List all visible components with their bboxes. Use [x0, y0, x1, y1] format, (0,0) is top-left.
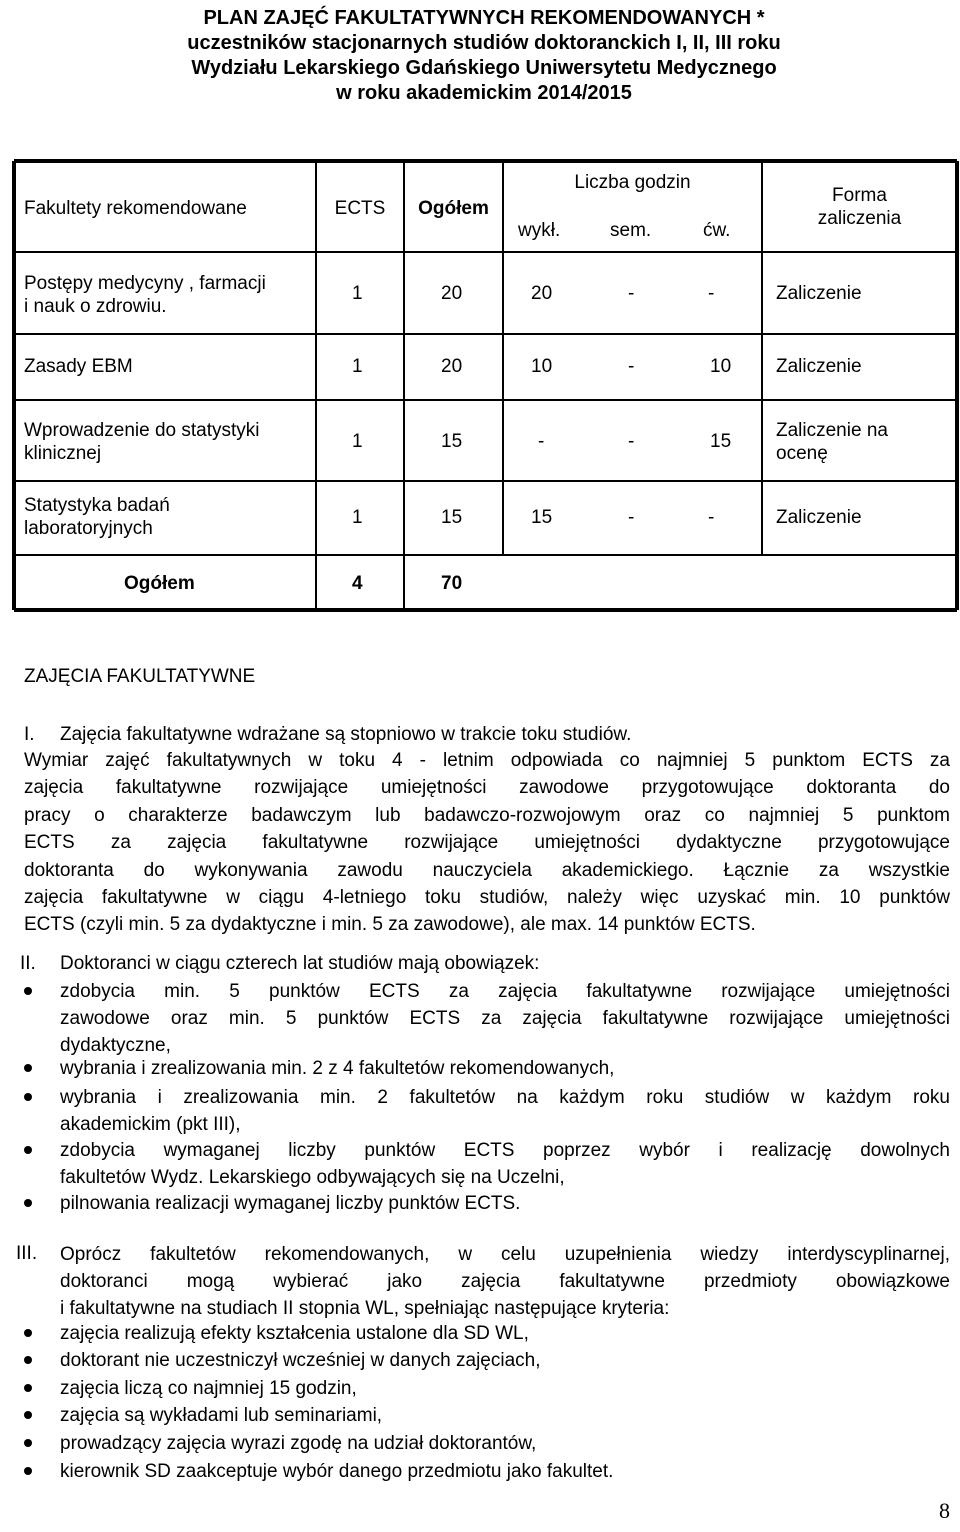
section-3-paragraph [60, 1241, 950, 1322]
list-item-line: zajęcia realizują efekty kształcenia ustalone dla SD WL, [60, 1323, 529, 1344]
header-lecture: wykł. [518, 220, 561, 241]
table-row-3-ects: 1 [352, 431, 363, 452]
bullet-icon [24, 1356, 32, 1364]
list-item [60, 978, 950, 1059]
course-name-line: i nauk o zdrowiu. [24, 296, 167, 317]
paragraph-line: pracy o charakterze badawczym lub badawczo-rozwojowym oraz co najmniej 5 punktom [24, 804, 950, 826]
list-item [60, 1084, 950, 1138]
table-row-3-seminar: - [628, 431, 635, 452]
table-row-4-name [24, 494, 170, 540]
table-row-2-seminar: - [628, 356, 635, 377]
title-line: Wydziału Lekarskiego Gdańskiego Uniwersytetu Medycznego [191, 57, 777, 79]
paragraph-line: Oprócz fakultetów rekomendowanych, w celu uzupełnienia wiedzy interdyscyplinarnej, [60, 1244, 950, 1265]
bullet-icon [24, 1467, 32, 1475]
header-seminar: sem. [610, 220, 652, 241]
title-line: PLAN ZAJĘĆ FAKULTATYWNYCH REKOMENDOWANYCH * [203, 7, 765, 29]
bullet-icon [24, 1146, 32, 1154]
bullet-icon [24, 1329, 32, 1337]
list-item [60, 1190, 950, 1217]
section-3-number: III. [16, 1243, 38, 1264]
table-row-2-lecture: 10 [531, 356, 553, 377]
section-2-heading: Doktoranci w ciągu czterech lat studiów mają obowiązek: [60, 953, 540, 974]
paragraph-line: zajęcia fakultatywne w ciągu 4-letniego toku studiów, należy więc uzyskać min. 10 punktów [24, 887, 950, 909]
table-row-2-ects: 1 [352, 356, 363, 377]
paragraph-line: ECTS za zajęcia fakultatywne rozwijające umiejętności dydaktyczne przygotowujące [24, 832, 950, 854]
list-item-line: akademickim (pkt III), [60, 1114, 241, 1135]
form-line: ocenę [776, 443, 828, 464]
header-form-line: zaliczenia [817, 208, 902, 229]
list-item [60, 1347, 950, 1374]
paragraph-line: Wymiar zajęć fakultatywnych w toku 4 - letnim odpowiada co najmniej 5 punktom ECTS za [24, 750, 950, 771]
table-row-4-seminar: - [628, 507, 635, 528]
header-hours-group: Liczba godzin [574, 172, 691, 193]
list-item-line: dydaktyczne, [60, 1035, 171, 1056]
table-row-1-lecture: 20 [531, 283, 553, 304]
table-row-3-name [24, 419, 260, 465]
course-name-line: laboratoryjnych [24, 518, 153, 539]
list-item-line: zdobycia wymaganej liczby punktów ECTS poprzez wybór i realizację dowolnych [60, 1140, 950, 1161]
table-row-2-total: 20 [441, 356, 463, 377]
table-row-4-lecture: 15 [531, 507, 553, 528]
table-row-4-ects: 1 [352, 507, 363, 528]
list-item-line: wybrania i zrealizowania min. 2 fakultetów na każdym roku studiów w każdym roku [60, 1087, 950, 1108]
list-item [60, 1458, 950, 1485]
table-row-3-exercise: 15 [710, 431, 732, 452]
header-ects: ECTS [334, 198, 386, 219]
list-item [60, 1375, 950, 1402]
bullet-icon [24, 987, 32, 995]
section-1-first-line: Zajęcia fakultatywne wdrażane są stopniowo w trakcie toku studiów. [60, 724, 632, 745]
header-form-line: Forma [832, 185, 887, 206]
header-total: Ogółem [418, 198, 489, 219]
header-exercise: ćw. [703, 220, 731, 241]
bullet-icon [24, 1093, 32, 1101]
table-row-1-total: 20 [441, 283, 463, 304]
table-row-3-form [776, 419, 888, 465]
section-1-number: I. [24, 724, 35, 745]
page-number: 8 [939, 1498, 950, 1523]
list-item-line: wybrania i zrealizowania min. 2 z 4 fakultetów rekomendowanych, [60, 1058, 615, 1079]
list-item-line: zajęcia liczą co najmniej 15 godzin, [60, 1378, 357, 1399]
bullet-icon [24, 1064, 32, 1072]
list-item-line: doktorant nie uczestniczył wcześniej w danych zajęciach, [60, 1350, 541, 1371]
table-row-3-lecture: - [538, 431, 545, 452]
list-item-line: zawodowe oraz min. 5 punktów ECTS za zajęcia fakultatywne rozwijające umiejętności [60, 1008, 950, 1029]
summary-ects: 4 [352, 573, 363, 594]
summary-total: 70 [441, 573, 463, 594]
document-title [0, 6, 960, 106]
table-row-1-form: Zaliczenie [776, 283, 862, 304]
table-row-2-name: Zasady EBM [24, 356, 133, 377]
list-item [60, 1402, 950, 1429]
table-row-1-exercise: - [708, 283, 715, 304]
table-row-1-seminar: - [628, 283, 635, 304]
summary-label: Ogółem [124, 573, 195, 594]
table-row-1-ects: 1 [352, 283, 363, 304]
bullet-icon [24, 1439, 32, 1447]
bullet-icon [24, 1199, 32, 1207]
course-name-line: Postępy medycyny , farmacji [24, 273, 266, 294]
section-2-number: II. [20, 953, 36, 974]
list-item-line: pilnowania realizacji wymaganej liczby punktów ECTS. [60, 1193, 521, 1214]
list-item [60, 1055, 950, 1082]
bullet-icon [24, 1384, 32, 1392]
bullet-icon [24, 1411, 32, 1419]
table-row-4-exercise: - [708, 507, 715, 528]
form-line: Zaliczenie na [776, 420, 888, 441]
table-row-1-name [24, 272, 266, 318]
list-item-line: zajęcia są wykładami lub seminariami, [60, 1405, 383, 1426]
table-row-4-form: Zaliczenie [776, 507, 862, 528]
table-row-4-total: 15 [441, 507, 463, 528]
header-course: Fakultety rekomendowane [24, 198, 247, 219]
list-item [60, 1320, 950, 1347]
list-item [60, 1137, 950, 1191]
paragraph-line: zajęcia fakultatywne rozwijające umiejętności zawodowe przygotowujące doktoranta do [24, 777, 950, 799]
course-name-line: Statystyka badań [24, 495, 170, 516]
paragraph-line: doktoranci mogą wybierać jako zajęcia fakultatywne przedmioty obowiązkowe [60, 1271, 950, 1292]
table-row-2-exercise: 10 [710, 356, 732, 377]
title-line: uczestników stacjonarnych studiów doktoranckich I, II, III roku [187, 32, 781, 54]
title-line: w roku akademickim 2014/2015 [336, 82, 632, 104]
course-name-line: Wprowadzenie do statystyki [24, 420, 260, 441]
list-item [60, 1430, 950, 1457]
paragraph-line: i fakultatywne na studiach II stopnia WL, spełniając następujące kryteria: [60, 1298, 670, 1319]
section-1-paragraph [24, 747, 950, 939]
section-heading: ZAJĘCIA FAKULTATYWNE [24, 666, 256, 687]
paragraph-line: doktoranta do wykonywania zawodu nauczyciela akademickiego. Łącznie za wszystkie [24, 859, 950, 881]
list-item-line: fakultetów Wydz. Lekarskiego odbywających się na Uczelni, [60, 1167, 565, 1188]
list-item-line: kierownik SD zaakceptuje wybór danego przedmiotu jako fakultet. [60, 1461, 614, 1482]
course-name-line: klinicznej [24, 443, 102, 464]
list-item-line: prowadzący zajęcia wyrazi zgodę na udział doktorantów, [60, 1433, 537, 1454]
paragraph-line: ECTS (czyli min. 5 za dydaktyczne i min. 5 za zawodowe), ale max. 14 punktów ECTS. [24, 914, 756, 936]
header-form [762, 184, 957, 230]
list-item-line: zdobycia min. 5 punktów ECTS za zajęcia fakultatywne rozwijające umiejętności [60, 981, 950, 1002]
table-row-2-form: Zaliczenie [776, 356, 862, 377]
table-row-3-total: 15 [441, 431, 463, 452]
